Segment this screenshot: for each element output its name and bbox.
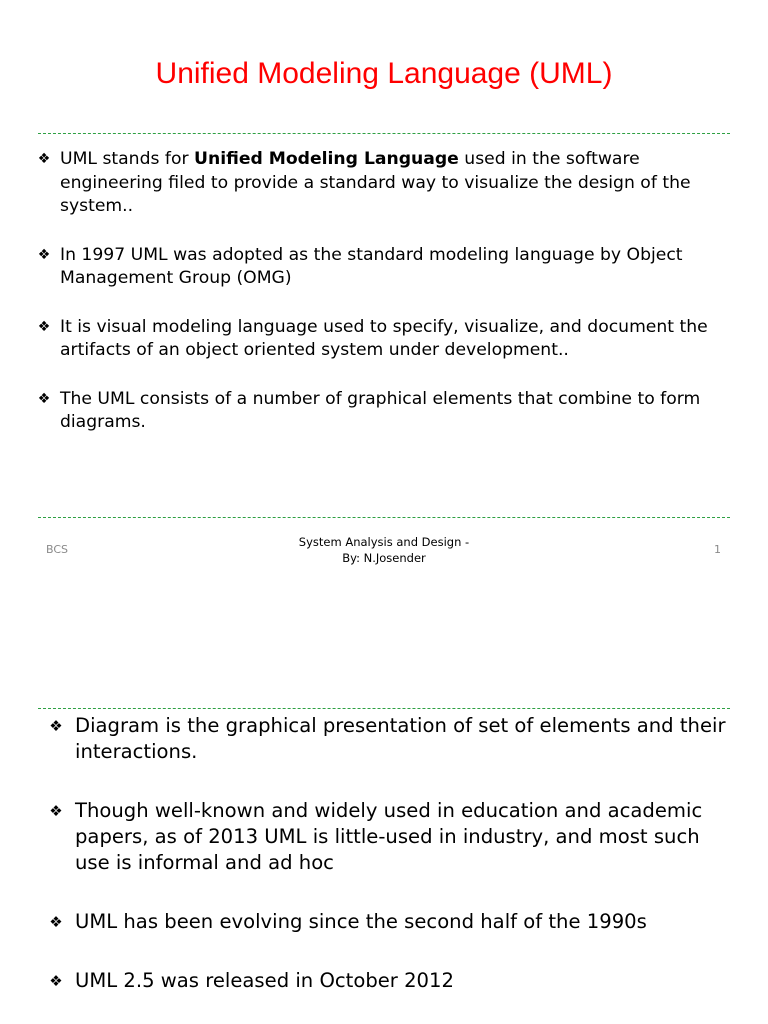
diamond-bullet-icon: ❖ [37,246,51,263]
bullet-item [48,798,738,876]
bullet-text: UML has been evolving since the second half of the 1990s [75,910,647,933]
diamond-bullet-icon: ❖ [49,717,63,735]
footer-center-text [234,534,534,566]
bullet-text: UML stands for Unified Modeling Language used in the software engineering filed to provide a standard way to visualize the design of the system.. [60,149,691,216]
slide-title: Unified Modeling Language (UML) [155,57,613,90]
bottom-divider [38,517,730,518]
slide2-bullet-list [48,713,738,994]
bullet-item [36,148,736,219]
page-number: 1 [714,543,721,556]
bullet-text: Diagram is the graphical presentation of set of elements and their interactions. [75,714,726,763]
diamond-bullet-icon: ❖ [49,802,63,820]
footer-author: By: N.Josender [342,551,426,565]
diamond-bullet-icon: ❖ [37,390,51,407]
bullet-item [36,388,736,435]
bullet-text: UML 2.5 was released in October 2012 [75,969,454,992]
footer-course-title: System Analysis and Design - [298,535,470,549]
slide2-top-divider [38,708,730,709]
bullet-item [36,244,736,291]
bullet-text: In 1997 UML was adopted as the standard modeling language by Object Management Group (OMG) [60,244,683,288]
bold-term: Unified Modeling Language [194,149,459,169]
bullet-text: The UML consists of a number of graphical elements that combine to form diagrams. [60,388,701,432]
bullet-text: Though well-known and widely used in education and academic papers, as of 2013 UML is little-used in industry, and most such use is informal and ad hoc [75,799,703,874]
footer-left-label: BCS [46,543,69,556]
top-divider [38,133,730,134]
bullet-item [36,316,736,363]
bullet-text: It is visual modeling language used to specify, visualize, and document the artifacts of an object oriented system under development.. [60,316,708,360]
diamond-bullet-icon: ❖ [49,913,63,931]
bullet-item [48,713,738,765]
bullet-item [48,968,738,994]
diamond-bullet-icon: ❖ [37,318,51,335]
diamond-bullet-icon: ❖ [49,972,63,990]
diamond-bullet-icon: ❖ [37,151,51,167]
slide1-bullet-list [36,148,736,435]
bullet-item [48,909,738,935]
